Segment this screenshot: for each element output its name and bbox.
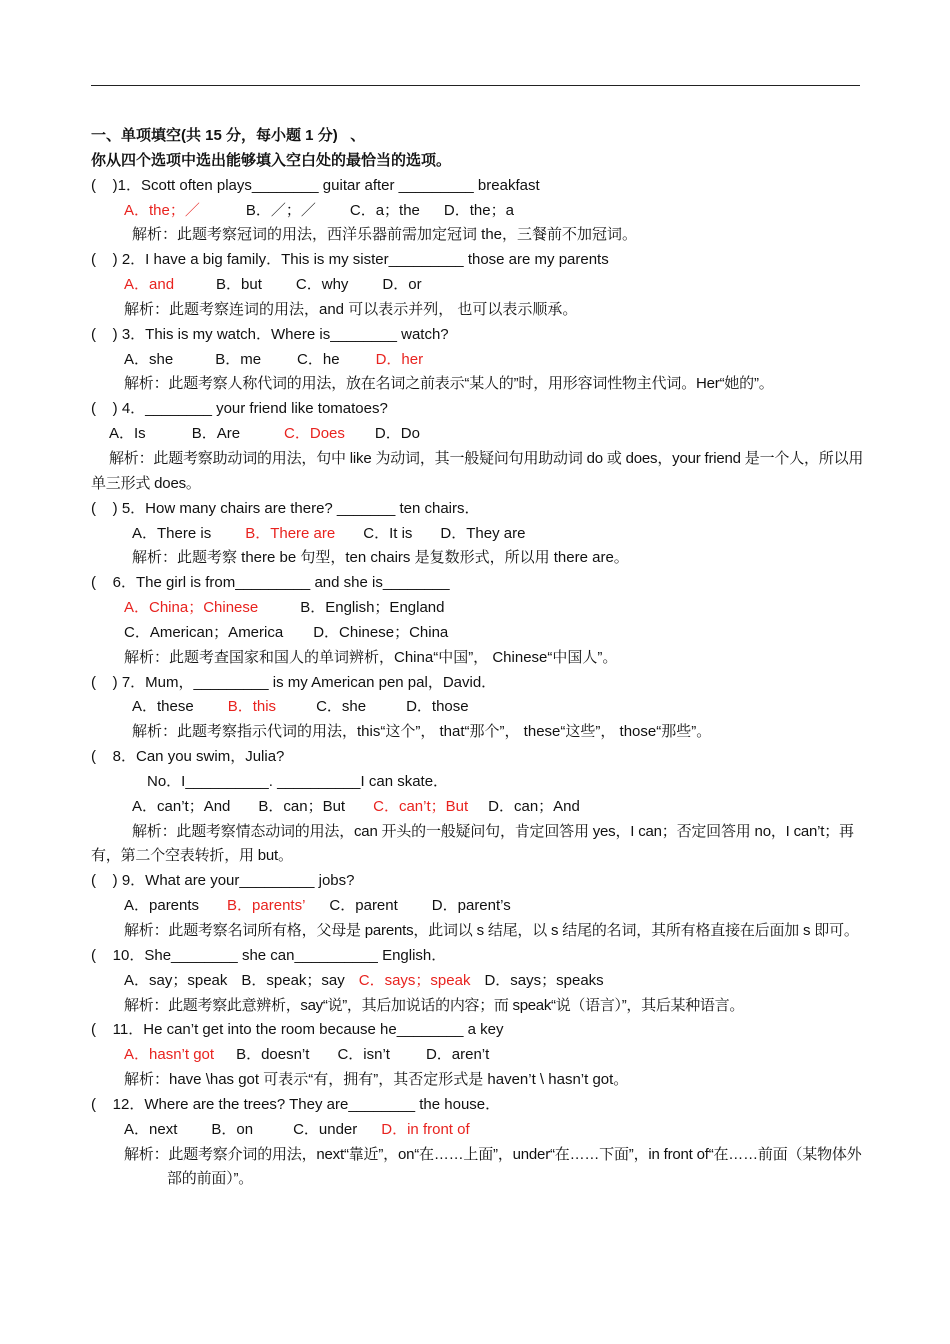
question-9: ( ) 9．What are your_________ jobs?: [91, 872, 355, 890]
options-10: [91, 969, 870, 994]
option-a: A．and: [124, 276, 175, 294]
option-b: B．me: [215, 350, 262, 368]
option-c: C．Does: [284, 425, 345, 443]
explanation-8: 解析：此题考察情态动词的用法，can 开头的一般疑问句，肯定回答用 yes，I can；否定回答用 no，I can’t；再有，第二个空表转折，用 but。: [91, 822, 854, 865]
question-8-response: No．I__________. __________I can skate．: [147, 772, 449, 790]
option-c: C．a；the: [349, 201, 420, 219]
option-a: A．she: [124, 350, 174, 368]
options-12: [91, 1118, 870, 1143]
option-b: B．on: [211, 1120, 254, 1138]
options-6-row1: [91, 596, 870, 621]
options-6-row2: [91, 621, 870, 646]
question-12: ( 12．Where are the trees? They are________ the house．: [91, 1095, 501, 1113]
explanation-3: 解析：此题考察人称代词的用法，放在名词之前表示“某人的”时，用形容词性物主代词。Her“她的”。: [124, 375, 774, 393]
option-a: A．Is: [109, 425, 146, 443]
option-b: B．doesn’t: [236, 1046, 310, 1064]
section-heading: 一、单项填空(共 15 分，每小题 1 分) 、: [91, 127, 366, 144]
options-11: [91, 1043, 870, 1068]
option-c: C．can’t；But: [373, 797, 469, 815]
explanation-7: 解析：此题考察指示代词的用法，this“这个”， that“那个”， these“这些”， those“那些”。: [132, 723, 712, 741]
option-b: B．speak；say: [241, 971, 345, 989]
option-c: C．why: [295, 276, 349, 294]
option-d: D．Do: [374, 425, 420, 443]
question-4: ( ) 4．________ your friend like tomatoes?: [91, 400, 388, 418]
option-a: A．can’t；And: [132, 797, 231, 815]
option-a: A．hasn’t got: [124, 1046, 215, 1064]
option-b: B．can；But: [258, 797, 346, 815]
option-a: A．the；／: [124, 201, 200, 219]
option-b: B．Are: [191, 425, 241, 443]
question-8: ( 8．Can you swim，Julia?: [91, 748, 285, 766]
option-d: D．those: [406, 698, 469, 716]
section-instruction: 你从四个选项中选出能够填入空白处的最恰当的选项。: [91, 151, 452, 169]
explanation-2: 解析：此题考察连词的用法，and 可以表示并列， 也可以表示顺承。: [124, 300, 578, 318]
option-d: D．the；a: [443, 201, 514, 219]
options-5: [91, 522, 870, 547]
exam-content: [91, 124, 870, 1192]
option-d: D．can；And: [488, 797, 580, 815]
option-b: B．English；England: [300, 599, 445, 617]
option-c: C．she: [316, 698, 367, 716]
options-1: [91, 199, 870, 224]
option-b: B．／；／: [245, 201, 316, 219]
question-10: ( 10．She________ she can__________ English．: [91, 946, 447, 964]
option-b: B．There are: [245, 524, 336, 542]
question-5: ( ) 5．How many chairs are there? _______ ten chairs．: [91, 499, 480, 517]
option-d: D．aren’t: [425, 1046, 490, 1064]
explanation-11: 解析：have \has got 可表示“有，拥有”，其否定形式是 haven’t \ hasn’t got。: [124, 1071, 629, 1089]
options-8: [91, 795, 870, 820]
option-a: A．these: [132, 698, 194, 716]
option-a: A．There is: [132, 524, 212, 542]
option-b: B．but: [216, 276, 262, 294]
header-rule: [91, 85, 860, 86]
option-d: D．Chinese；China: [313, 623, 449, 641]
option-c: C．parent: [329, 897, 398, 915]
option-c: C．under: [293, 1120, 358, 1138]
explanation-4: 解析：此题考察助动词的用法，句中 like 为动词，其一般疑问句用助动词 do 或 does，your friend 是一个人，所以用单三形式 does。: [91, 449, 864, 492]
explanation-1: 解析：此题考察冠词的用法，西洋乐器前需加定冠词 the，三餐前不加冠词。: [132, 226, 638, 244]
options-7: [91, 695, 870, 720]
option-c: C．isn’t: [337, 1046, 390, 1064]
option-a: A．China；Chinese: [124, 599, 259, 617]
option-d: D．They are: [440, 524, 526, 542]
option-b: B．parents’: [227, 897, 306, 915]
options-4: [91, 422, 870, 447]
question-3: ( ) 3．This is my watch．Where is________ watch?: [91, 325, 449, 343]
explanation-12: 解析：此题考察介词的用法，next“靠近”，on“在……上面”，under“在……下面”，in front of“在……前面（某物体外部的前面）”。: [124, 1145, 862, 1188]
options-2: [91, 273, 870, 298]
option-a: A．next: [124, 1120, 178, 1138]
options-3: [91, 348, 870, 373]
option-d: D．her: [375, 350, 424, 368]
question-2: ( ) 2．I have a big family．This is my sister_________ those are my parents: [91, 251, 609, 269]
option-a: A．parents: [124, 897, 200, 915]
option-c: C．he: [297, 350, 340, 368]
explanation-6: 解析：此题考查国家和国人的单词辨析，China“中国”， Chinese“中国人”。: [124, 648, 618, 666]
question-11: ( 11．He can’t get into the room because he________ a key: [91, 1021, 504, 1039]
option-c: C．It is: [363, 524, 413, 542]
option-d: D．parent’s: [431, 897, 511, 915]
option-c: C．says；speak: [358, 971, 471, 989]
question-7: ( ) 7．Mum，_________ is my American pen pal，David．: [91, 673, 497, 691]
explanation-9: 解析：此题考察名词所有格，父母是 parents，此词以 s 结尾，以 s 结尾的名词，其所有格直接在后面加 s 即可。: [124, 922, 859, 939]
question-6: ( 6．The girl is from_________ and she is________: [91, 574, 450, 592]
option-d: D．in front of: [381, 1120, 470, 1138]
question-1: ( )1．Scott often plays________ guitar after _________ breakfast: [91, 176, 540, 194]
option-d: D．says；speaks: [484, 971, 604, 989]
option-a: A．say；speak: [124, 971, 228, 989]
explanation-5: 解析：此题考察 there be 句型，ten chairs 是复数形式，所以用 there are。: [132, 549, 629, 567]
option-d: D．or: [382, 276, 422, 294]
explanation-10: 解析：此题考察此意辨析，say“说”，其后加说话的内容；而 speak“说（语言）”，其后某种语言。: [124, 996, 745, 1014]
option-b: B．this: [227, 698, 277, 716]
options-9: [91, 894, 870, 919]
option-c: C．American；America: [124, 623, 284, 641]
